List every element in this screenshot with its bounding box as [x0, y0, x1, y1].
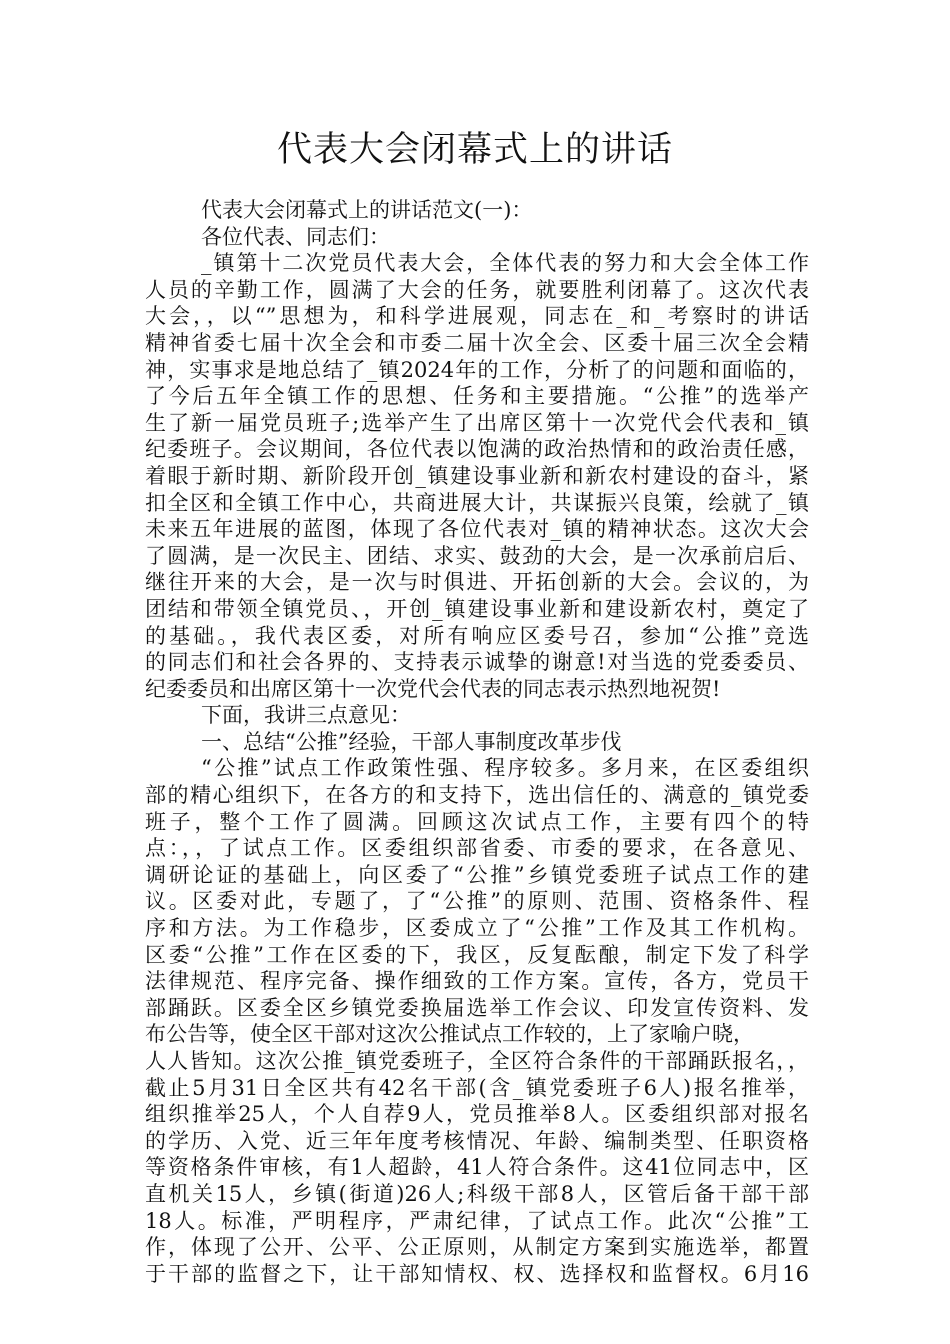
- text-line: 等资格条件审核，有1人超龄，41人符合条件。这41位同志中，区: [145, 1155, 809, 1180]
- text-line: 未来五年进展的蓝图，体现了各位代表对_镇的精神状态。这次大会: [145, 517, 809, 542]
- text-line: 人员的辛勤工作，圆满了大会的任务，就要胜利闭幕了。这次代表: [145, 277, 809, 302]
- text-line: 各位代表、同志们：: [201, 224, 390, 249]
- text-line: 团结和带领全镇党员、，开创_镇建设事业新和建设新农村，奠定了: [145, 596, 809, 621]
- text-line: 直机关15人，乡镇(街道)26人;科级干部8人，区管后备干部干部: [145, 1181, 809, 1206]
- text-line: 议。区委对此，专题了，了“公推”的原则、范围、资格条件、程: [145, 889, 809, 914]
- text-line: 的同志们和社会各界的、支持表示诚挚的谢意!对当选的党委委员、: [145, 650, 809, 675]
- text-line: 班子，整个工作了圆满。回顾这次试点工作，主要有四个的特: [145, 809, 809, 834]
- text-line: 部踊跃。区委全区乡镇党委换届选举工作会议、印发宣传资料、发: [145, 995, 809, 1020]
- text-line: 区委“公推”工作在区委的下，我区，反复酝酿，制定下发了科学: [145, 942, 809, 967]
- text-line: 法律规范、程序完备、操作细致的工作方案。宣传，各方，党员干: [145, 969, 809, 994]
- text-line: 组织推举25人，个人自荐9人，党员推举8人。区委组织部对报名: [145, 1102, 809, 1127]
- text-line: 大会，，以“”思想为，和科学进展观，同志在_和_考察时的讲话: [145, 304, 809, 329]
- document-body: [145, 197, 809, 1287]
- text-line: 扣全区和全镇工作中心，共商进展大计，共谋振兴良策，绘就了_镇: [145, 490, 809, 515]
- text-line: 了今后五年全镇工作的思想、任务和主要措施。“公推”的选举产: [145, 384, 809, 409]
- section-heading: 一、总结“公推”经验，干部人事制度改革步伐: [201, 729, 622, 754]
- text-line: 调研论证的基础上，向区委了“公推”乡镇党委班子试点工作的建: [145, 862, 809, 887]
- text-line: 着眼于新时期、新阶段开创_镇建设事业新和新农村建设的奋斗，紧: [145, 463, 809, 488]
- text-line: 人人皆知。这次公推_镇党委班子，全区符合条件的干部踊跃报名，，: [145, 1049, 809, 1073]
- text-line: 继往开来的大会，是一次与时俱进、开拓创新的大会。会议的，为: [145, 570, 809, 595]
- text-line: 18人。标准，严明程序，严肃纪律，了试点工作。此次“公推”工: [145, 1208, 809, 1233]
- text-line: 了圆满，是一次民主、团结、求实、鼓劲的大会，是一次承前启后、: [145, 543, 809, 568]
- text-line: 截止5月31日全区共有42名干部(含_镇党委班子6人)报名推举，: [145, 1075, 809, 1100]
- text-line: “公推”试点工作政策性强、程序较多。多月来，在区委组织: [201, 756, 809, 781]
- text-line: 的学历、入党、近三年年度考核情况、年龄、编制类型、任职资格: [145, 1128, 809, 1153]
- text-line: 布公告等，使全区干部对这次公推试点工作较的，上了家喻户晓，: [145, 1022, 754, 1047]
- text-line: 纪委班子。会议期间，各位代表以饱满的政治热情和的政治责任感，: [145, 437, 809, 462]
- text-line: 的基础。，我代表区委，对所有响应区委号召，参加“公推”竞选: [145, 623, 809, 648]
- text-line: 作，体现了公开、公平、公正原则，从制定方案到实施选举，都置: [145, 1235, 809, 1260]
- text-line: 代表大会闭幕式上的讲话范文(一)：: [201, 198, 533, 222]
- text-line: 生了新一届党员班子;选举产生了出席区第十一次党代会代表和_镇: [145, 410, 809, 435]
- text-line: 精神省委七届十次全会和市委二届十次全会、区委十届三次全会精: [145, 330, 809, 355]
- text-line: 序和方法。为工作稳步，区委成立了“公推”工作及其工作机构。: [145, 916, 809, 941]
- text-line: 纪委委员和出席区第十一次党代会代表的同志表示热烈地祝贺!: [145, 676, 721, 701]
- text-line: 下面，我讲三点意见：: [201, 703, 411, 728]
- document-title: 代表大会闭幕式上的讲话: [276, 130, 673, 170]
- text-line: 点：，，了试点工作。区委组织部省委、市委的要求，在各意见、: [145, 836, 809, 861]
- text-line: 部的精心组织下，在各方的和支持下，选出信任的、满意的_镇党委: [145, 783, 809, 808]
- text-line: _镇第十二次党员代表大会，全体代表的努力和大会全体工作: [201, 251, 809, 276]
- text-line: 神，实事求是地总结了_镇2024年的工作，分析了的问题和面临的，: [145, 357, 809, 382]
- text-line: 于干部的监督之下，让干部知情权、权、选择权和监督权。6月16: [145, 1261, 809, 1286]
